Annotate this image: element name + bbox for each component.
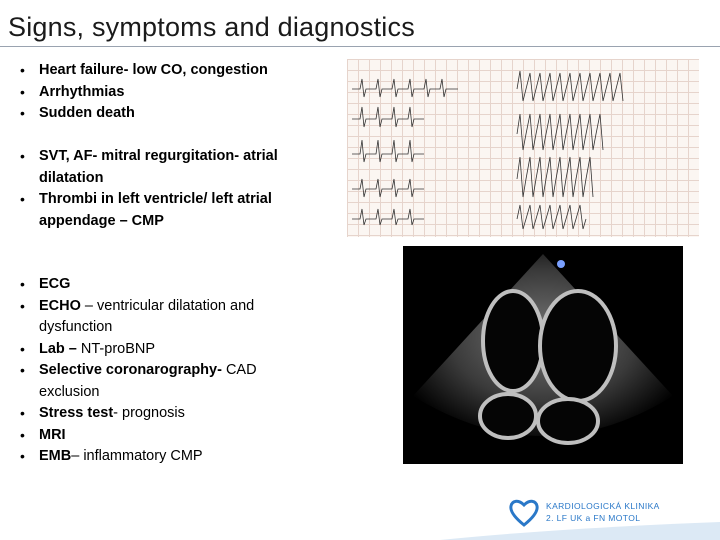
ecg-strip-image xyxy=(347,59,699,237)
echo-four-chamber-graphic xyxy=(403,246,683,464)
item-text: – inflammatory CMP xyxy=(71,448,203,464)
ecg-trace-graphic xyxy=(347,59,699,237)
list-item xyxy=(4,296,314,339)
item-text: - prognosis xyxy=(113,405,185,421)
item-bold-text: ECG xyxy=(39,276,71,292)
item-bold-text: EMB xyxy=(39,448,72,464)
title-divider xyxy=(0,46,720,47)
list-item xyxy=(4,339,314,361)
echocardiogram-image xyxy=(403,246,683,464)
list-item xyxy=(4,425,314,447)
item-bold-text: Lab – xyxy=(39,340,81,357)
diagnostics-list xyxy=(4,274,314,468)
item-bold-text: Heart failure- low CO, congestion xyxy=(39,62,268,78)
item-bold-text: ECHO xyxy=(39,297,81,314)
decorative-wave xyxy=(440,518,720,540)
list-item xyxy=(4,403,314,425)
item-text: CAD exclusion xyxy=(39,362,257,400)
slide-title: Signs, symptoms and diagnostics xyxy=(8,12,415,42)
item-bold-text: Selective coronarography- xyxy=(39,362,222,378)
logo-line1: KARDIOLOGICKÁ KLINIKA xyxy=(546,501,660,511)
list-item xyxy=(4,82,324,104)
list-item xyxy=(4,146,304,189)
item-bold-text: SVT, AF- mitral regurgitation- atrial dilatation xyxy=(39,148,278,186)
item-bold-text: Stress test xyxy=(39,405,114,421)
item-bold-text: MRI xyxy=(39,426,66,443)
logo-line2: 2. LF UK a FN MOTOL xyxy=(546,513,641,523)
item-text: – ventricular dilatation and dysfunction xyxy=(39,297,255,335)
list-item xyxy=(4,360,314,403)
list-item xyxy=(4,103,324,125)
item-bold-text: Sudden death xyxy=(39,105,135,121)
item-bold-text: Thrombi in left ventricle/ left atrial appendage – CMP xyxy=(39,191,272,229)
complication-list xyxy=(4,146,304,232)
list-item xyxy=(4,446,314,468)
list-item xyxy=(4,189,304,232)
item-text: NT-proBNP xyxy=(80,340,156,357)
list-item xyxy=(4,274,314,296)
item-bold-text: Arrhythmias xyxy=(39,83,125,100)
list-item xyxy=(4,60,324,82)
symptom-list xyxy=(4,60,324,125)
